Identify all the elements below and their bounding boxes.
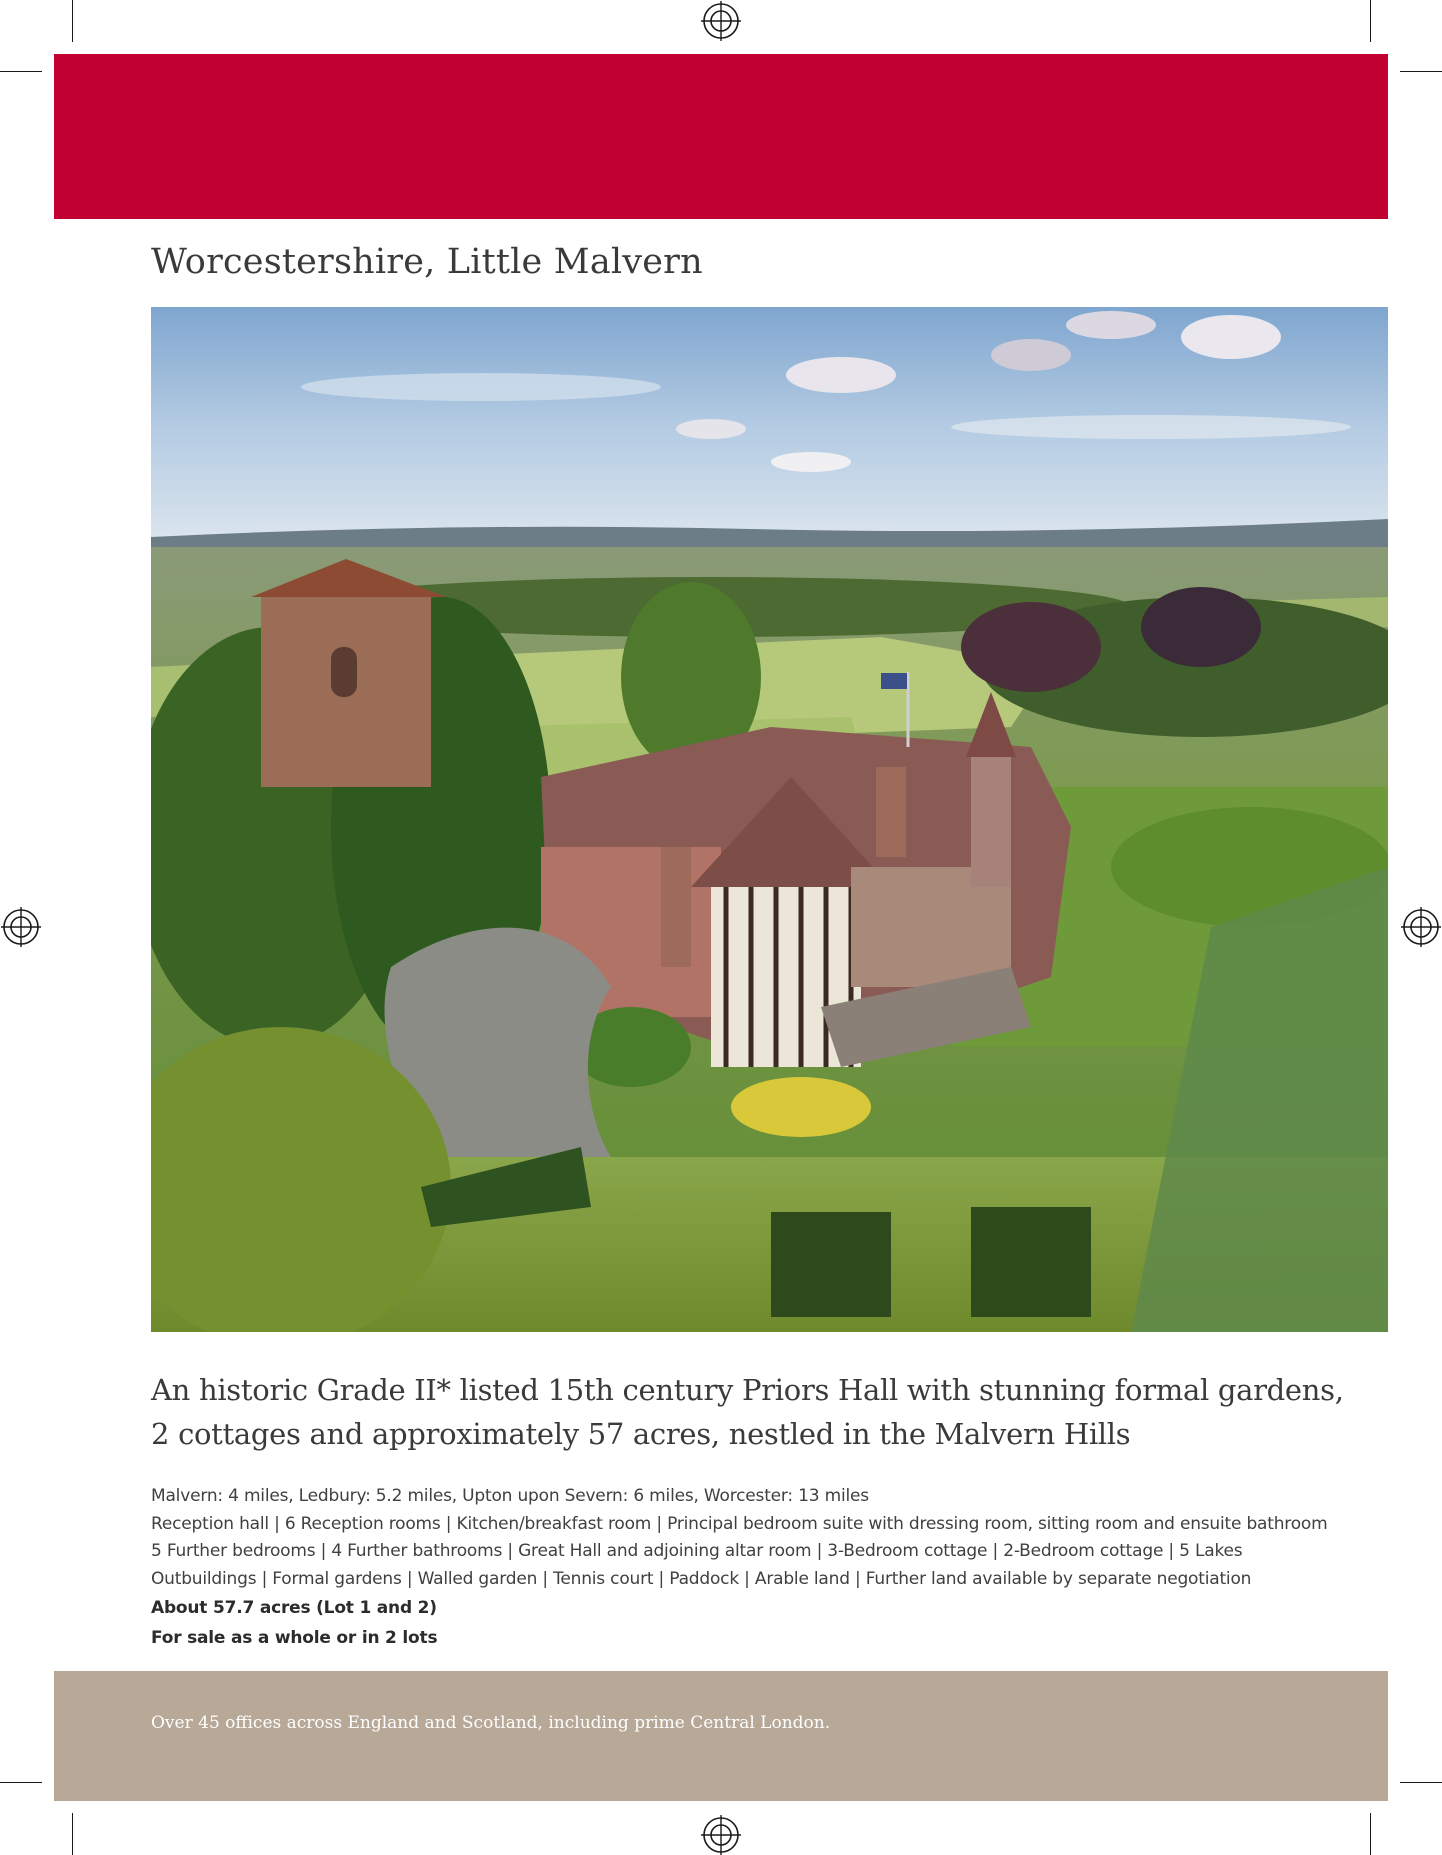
footer-band [54, 1671, 1388, 1801]
crop-mark-bottom-right-h [1400, 1782, 1442, 1783]
crop-mark-bottom-left-h [0, 1782, 42, 1783]
property-headline [151, 1368, 1388, 1456]
sale-text: For sale as a whole or in 2 lots [151, 1628, 438, 1648]
crop-mark-top-right-h [1400, 71, 1442, 72]
crop-mark-bottom-left-v [72, 1813, 73, 1855]
registration-mark-icon [1401, 907, 1441, 947]
crop-mark-top-right-v [1370, 0, 1371, 42]
registration-mark-icon [1, 907, 41, 947]
grounds-text: Outbuildings | Formal gardens | Walled garden | Tennis court | Paddock | Arable land | Further land available by separate negotiation [151, 1568, 1252, 1589]
registration-mark-icon [701, 1815, 741, 1855]
acreage-text: About 57.7 acres (Lot 1 and 2) [151, 1598, 437, 1618]
headline-line-1: An historic Grade II* listed 15th century Priors Hall with stunning formal gardens, [151, 1373, 1344, 1407]
footer-text: Over 45 offices across England and Scotland, including prime Central London. [151, 1713, 831, 1733]
accommodation-text-2: 5 Further bedrooms | 4 Further bathrooms | Great Hall and adjoining altar room | 3-Bedroom cottage | 2-Bedroom cottage | 5 Lakes [151, 1541, 1243, 1561]
crop-mark-top-left-h [0, 71, 42, 72]
crop-mark-bottom-right-v [1370, 1813, 1371, 1855]
property-details [151, 1483, 1388, 1653]
distances-text: Malvern: 4 miles, Ledbury: 5.2 miles, Upton upon Severn: 6 miles, Worcester: 13 miles [151, 1486, 869, 1506]
location-title: Worcestershire, Little Malvern [151, 242, 703, 282]
headline-line-2: 2 cottages and approximately 57 acres, nestled in the Malvern Hills [151, 1417, 1131, 1451]
crop-mark-top-left-v [72, 0, 73, 42]
accommodation-text-1: Reception hall | 6 Reception rooms | Kitchen/breakfast room | Principal bedroom suite with dressing room, sitting room and ensuite bathroom [151, 1513, 1328, 1534]
registration-mark-icon [701, 1, 741, 41]
header-band [54, 54, 1388, 219]
property-photo [151, 307, 1388, 1332]
